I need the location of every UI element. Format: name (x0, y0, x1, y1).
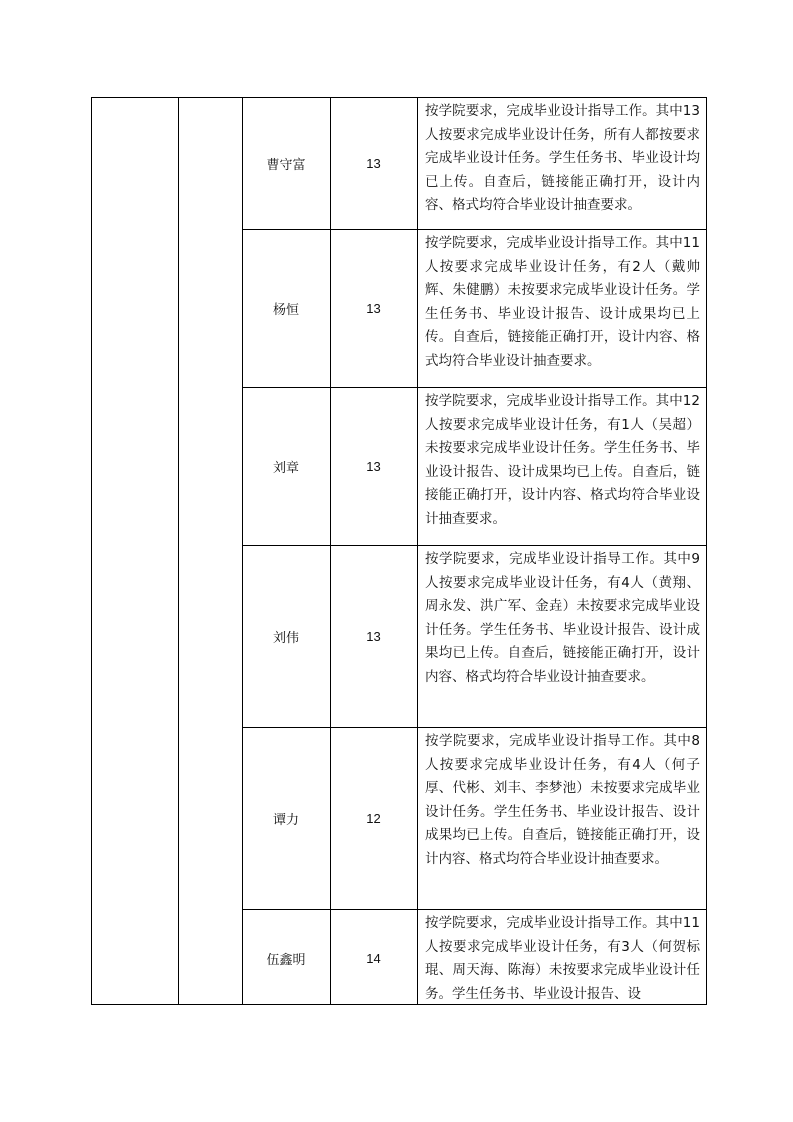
column-divider-1 (178, 98, 179, 1004)
table-row (242, 728, 706, 910)
completion-description: 按学院要求，完成毕业设计指导工作。其中9人按要求完成毕业设计任务，有4人（黄翔、周永发、洪广军、金垚）未按要求完成毕业设计任务。学生任务书、毕业设计报告、设计成果均已上传。自查后，链接能正确打开，设计内容、格式均符合毕业设计抽查要求。 (425, 551, 700, 685)
teacher-name: 刘伟 (272, 631, 299, 646)
student-count: 13 (366, 156, 381, 171)
completion-description: 按学院要求，完成毕业设计指导工作。其中8人按要求完成毕业设计任务，有4人（何子厚、代彬、刘丰、李梦池）未按要求完成毕业设计任务。学生任务书、毕业设计报告、设计成果均已上传。自查后，链接能正确打开，设计内容、格式均符合毕业设计抽查要求。 (425, 733, 700, 867)
teacher-name: 伍鑫明 (266, 952, 306, 968)
completion-description: 按学院要求，完成毕业设计指导工作。其中13人按要求完成毕业设计任务，所有人都按要求完成毕业设计任务。学生任务书、毕业设计均已上传。自查后，链接能正确打开，设计内容、格式均符合毕业设计抽查要求。 (425, 103, 700, 214)
table-row (242, 98, 706, 230)
student-count: 13 (366, 629, 381, 644)
student-count: 13 (366, 301, 381, 316)
teacher-name: 刘章 (272, 461, 299, 476)
completion-description: 按学院要求，完成毕业设计指导工作。其中12人按要求完成毕业设计任务，有1人（吴超）未按要求完成毕业设计任务。学生任务书、毕业设计报告、设计成果均已上传。自查后，链接能正确打开，设计内容、格式均符合毕业设计抽查要求。 (425, 393, 700, 527)
teacher-name: 谭力 (272, 813, 299, 828)
table-row (242, 230, 706, 388)
student-count: 13 (366, 459, 381, 474)
teacher-name: 杨恒 (272, 303, 299, 318)
student-count: 14 (366, 950, 381, 966)
teacher-name: 曹守富 (266, 158, 306, 173)
table-row (242, 546, 706, 728)
student-count: 12 (366, 811, 381, 826)
report-table (91, 97, 707, 1005)
table-row (242, 388, 706, 546)
completion-description: 按学院要求，完成毕业设计指导工作。其中11人按要求完成毕业设计任务，有3人（何贺标琨、周天海、陈海）未按要求完成毕业设计任务。学生任务书、毕业设计报告、设 (425, 915, 700, 1002)
table-row (242, 910, 706, 1006)
completion-description: 按学院要求，完成毕业设计指导工作。其中11人按要求完成毕业设计任务，有2人（戴帅辉、朱健鹏）未按要求完成毕业设计任务。学生任务书、毕业设计报告、设计成果均已上传。自查后，链接能正确打开，设计内容、格式均符合毕业设计抽查要求。 (425, 235, 700, 369)
